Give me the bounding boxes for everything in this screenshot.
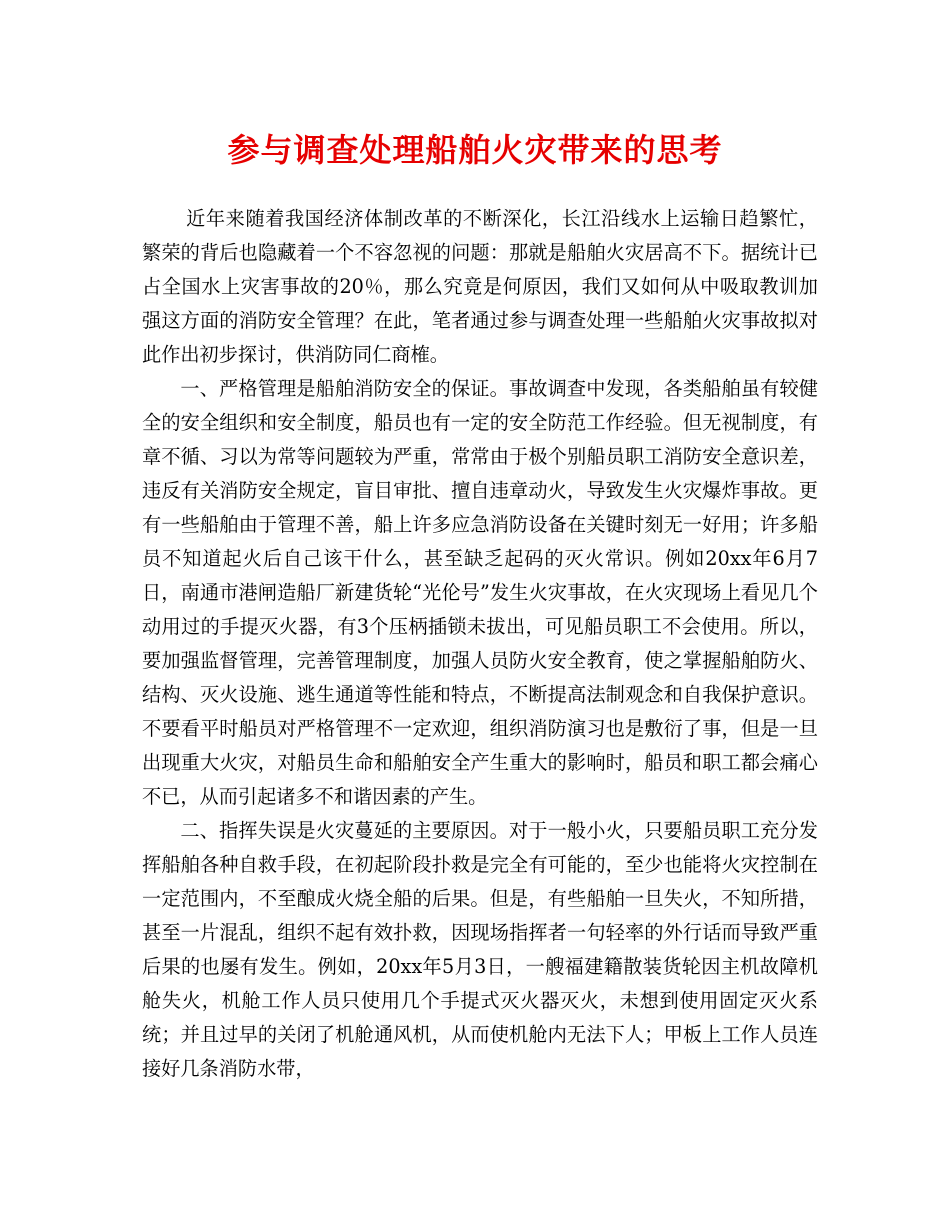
paragraph-intro: 近年来随着我国经济体制改革的不断深化，长江沿线水上运输日趋繁忙，繁荣的背后也隐藏着一个不容忽视的问题：那就是船舶火灾居高不下。据统计已占全国水上灾害事故的20％，那么究竟是何原因，我们又如何从中吸取教训加强这方面的消防安全管理？在此，笔者通过参与调查处理一些船舶火灾事故拟对此作出初步探讨，供消防同仁商榷。: [142, 207, 818, 366]
document-title: 参与调查处理船舶火灾带来的思考: [227, 131, 723, 169]
document-body: [142, 202, 818, 1086]
paragraph-section-2: 二、指挥失误是火灾蔓延的主要原因。对于一般小火，只要船员职工充分发挥船舶各种自救手段，在初起阶段扑救是完全有可能的，至少也能将火灾控制在一定范围内，不至酿成火烧全船的后果。但是，有些船舶一旦失火，不知所措，甚至一片混乱，组织不起有效扑救，因现场指挥者一句轻率的外行话而导致严重后果的也屡有发生。例如，20xx年5月3日，一艘福建籍散装货轮因主机故障机舱失火，机舱工作人员只使用几个手提式灭火器灭火，未想到使用固定灭火系统；并且过早的关闭了机舱通风机，从而使机舱内无法下人；甲板上工作人员连接好几条消防水带，: [142, 819, 818, 1080]
paragraph-section-1: 一、严格管理是船舶消防安全的保证。事故调查中发现，各类船舶虽有较健全的安全组织和安全制度，船员也有一定的安全防范工作经验。但无视制度，有章不循、习以为常等问题较为严重，常常由于极个别船员职工消防安全意识差，违反有关消防安全规定，盲目审批、擅自违章动火，导致发生火灾爆炸事故。更有一些船舶由于管理不善，船上许多应急消防设备在关键时刻无一好用；许多船员不知道起火后自己该干什么，甚至缺乏起码的灭火常识。例如20xx年6月7日，南通市港闸造船厂新建货轮“光伦号”发生火灾事故，在火灾现场上看见几个动用过的手提灭火器，有3个压柄插锁未拔出，可见船员职工不会使用。所以，要加强监督管理，完善管理制度，加强人员防火安全教育，使之掌握船舶防火、结构、灭火设施、逃生通道等性能和特点，不断提高法制观念和自我保护意识。不要看平时船员对严格管理不一定欢迎，组织消防演习也是敷衍了事，但是一旦出现重大火灾，对船员生命和船舶安全产生重大的影响时，船员和职工都会痛心不已，从而引起诸多不和谐因素的产生。: [142, 377, 818, 808]
